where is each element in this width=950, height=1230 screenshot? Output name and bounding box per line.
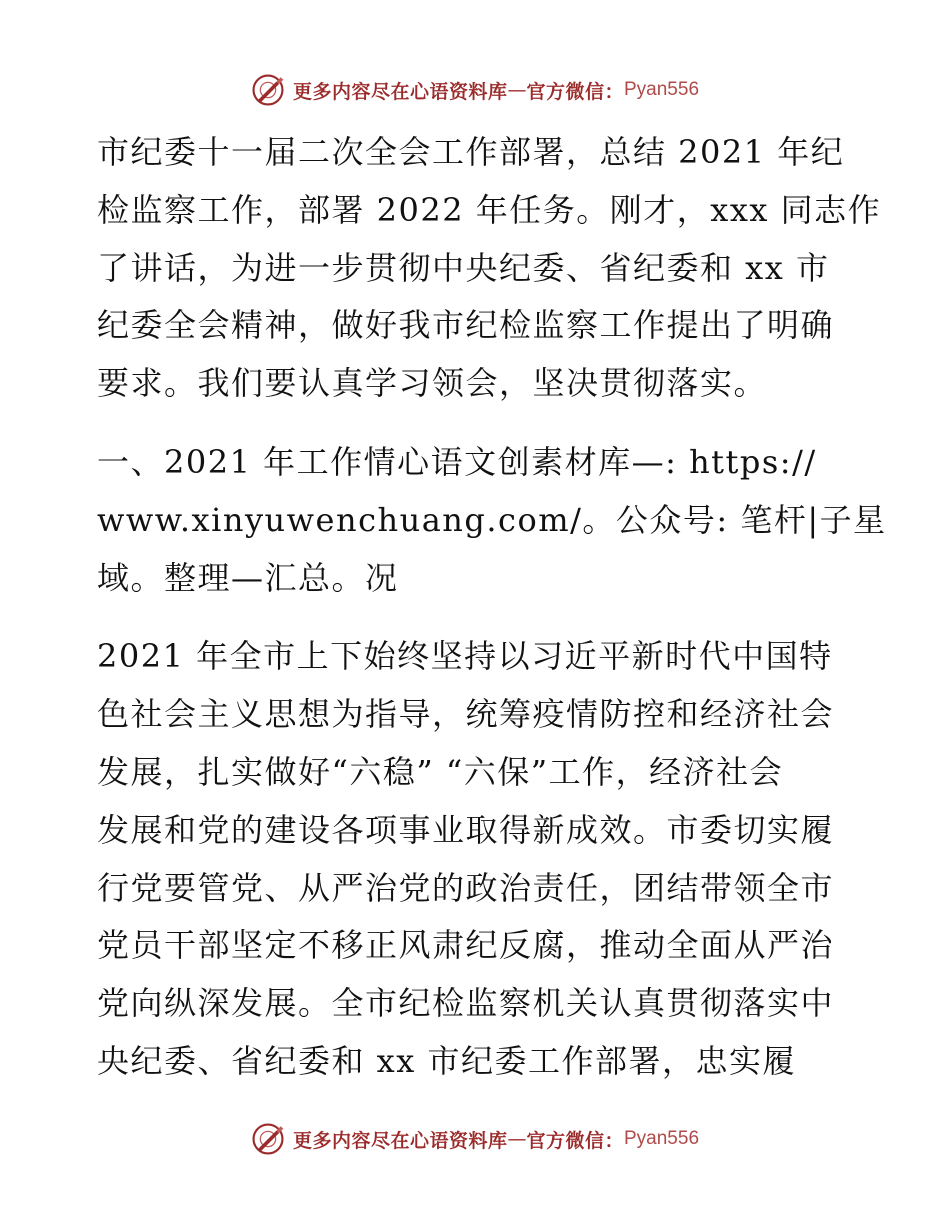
header-watermark-banner <box>0 70 950 110</box>
banner-library-text: 更多内容尽在心语资料库 <box>292 80 508 103</box>
text-line: 检监察工作，部署 2022 年任务。刚才，xxx 同志作 <box>97 190 882 229</box>
text-line: 了讲话，为进一步贯彻中央纪委、省纪委和 xx 市 <box>97 248 830 287</box>
footer-watermark-banner <box>0 1119 950 1159</box>
banner-dash: — <box>507 1128 527 1150</box>
text-line: 市纪委十一届二次全会工作部署，总结 2021 年纪 <box>97 133 845 171</box>
pen-logo-icon <box>251 1122 285 1156</box>
banner-wechat-label: 官方微信： <box>526 1129 624 1152</box>
text-line: 域。整理—汇总。况 <box>97 558 399 597</box>
text-line: 色社会主义思想为指导，统筹疫情防控和经济社会 <box>97 695 835 734</box>
paragraph-gap <box>97 413 857 434</box>
text-line: 纪委全会精神，做好我市纪检监察工作提出了明确 <box>97 306 835 345</box>
paragraph-gap <box>97 607 857 628</box>
text-line: www.xinyuwenchuang.com/。公众号: 笔杆|子星 <box>97 500 887 539</box>
text-line: 央纪委、省纪委和 xx 市纪委工作部署，忠实履 <box>97 1041 796 1080</box>
banner-wechat-handle: Pyan556 <box>624 1128 700 1149</box>
banner-wechat-label: 官方微信： <box>526 80 624 103</box>
paragraph-1 <box>97 124 882 413</box>
text-line: 党员干部坚定不移正风肃纪反腐，推动全面从严治 <box>97 926 835 965</box>
text-line: 2021 年全市上下始终坚持以习近平新时代中国特 <box>97 637 833 676</box>
banner-library-text: 更多内容尽在心语资料库 <box>292 1129 508 1152</box>
text-line: 党向纵深发展。全市纪检监察机关认真贯彻落实中 <box>97 984 835 1023</box>
pen-logo-icon <box>251 73 285 107</box>
text-line: 一、2021 年工作情心语文创素材库—: https:// <box>97 442 817 481</box>
text-line: 发展和党的建设各项事业取得新成效。市委切实履 <box>97 810 835 849</box>
paragraph-3 <box>97 628 857 1090</box>
text-line: 行党要管党、从严治党的政治责任，团结带领全市 <box>97 868 835 907</box>
banner-dash: — <box>507 79 527 101</box>
text-line: 要求。我们要认真学习领会，坚决贯彻落实。 <box>97 364 768 403</box>
banner-wechat-handle: Pyan556 <box>624 79 700 100</box>
document-body <box>97 124 887 1091</box>
paragraph-2-heading <box>97 434 887 607</box>
text-line: 发展，扎实做好“六稳” “六保”工作，经济社会 <box>97 752 784 791</box>
